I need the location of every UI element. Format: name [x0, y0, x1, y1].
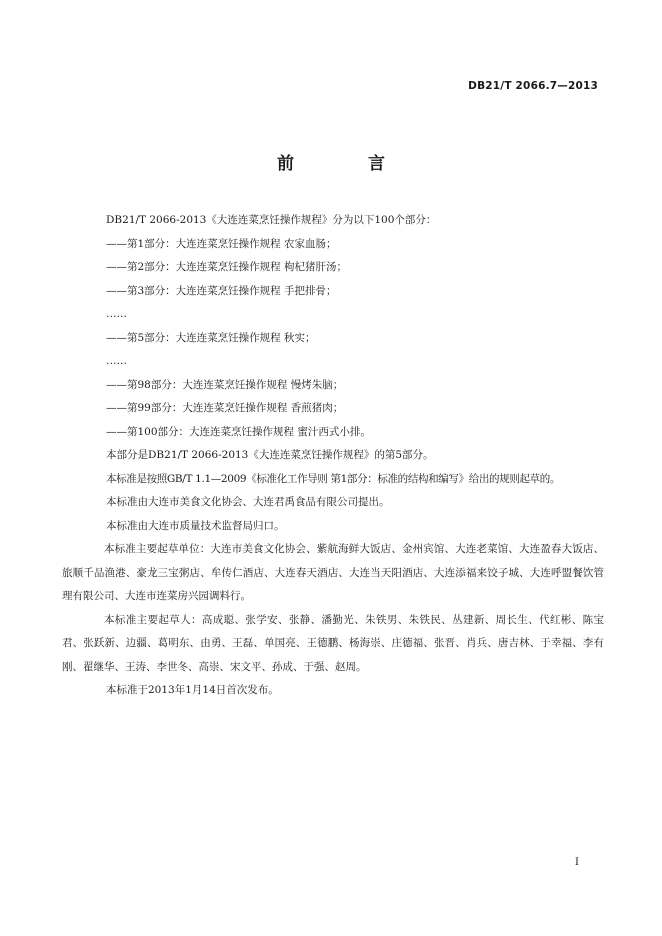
list-item-part-99: ——第99部分：大连连菜烹饪操作规程 香煎猪肉； [106, 402, 344, 414]
paragraph-centralized: 本标准由大连市质量技术监督局归口。 [106, 519, 285, 532]
list-item-part-100: ——第100部分：大连连菜烹饪操作规程 蜜汁西式小排。 [106, 425, 371, 438]
standard-code: DB21/T 2066.7—2013 [468, 80, 598, 92]
page-number: I [575, 857, 579, 868]
ellipsis-1: …… [106, 308, 127, 320]
paragraph-drafters: 本标准主要起草人：高成聪、张学安、张静、潘勤光、朱铁男、朱铁民、丛建新、周长生、代红彬、陈宝君、张跃新、边疆、葛明东、由勇、王磊、单国亮、王德鹏、杨海崇、庄德福、张晋、肖兵、唐吉林、于幸福、李有刚、翟继华、王涛、李世冬、高崇、宋文平、孙成、于强、赵周。 [62, 613, 604, 673]
foreword-body [62, 209, 604, 703]
list-item-part-5: ——第5部分：大连连菜烹饪操作规程 秋实； [106, 331, 316, 344]
list-item-part-3: ——第3部分：大连连菜烹饪操作规程 手把排骨； [106, 284, 337, 297]
ellipsis-2: …… [106, 355, 127, 367]
list-item-part-98: ——第98部分：大连连菜烹饪操作规程 慢烤朱脑； [106, 378, 344, 391]
paragraph-drafting-units: 本标准主要起草单位：大连市美食文化协会、紫航海鲜大饭店、金州宾馆、大连老菜馆、大连盈春大饭店、旅顺千品渔港、豪龙三宝粥店、牟传仁酒店、大连春天酒店、大连当天阳酒店、大连添福来饺子城、大连呼盟餐饮管理有限公司、大连市连菜房兴园调料行。 [62, 543, 604, 602]
paragraph-intro: DB21/T 2066-2013《大连连菜烹饪操作规程》分为以下100个部分： [106, 214, 437, 226]
paragraph-proposer: 本标准由大连市美食文化协会、大连君禹食品有限公司提出。 [106, 496, 390, 508]
paragraph-release: 本标准于2013年1月14日首次发布。 [106, 684, 279, 696]
page-title: 前 言 [277, 154, 419, 174]
list-item-part-2: ——第2部分：大连连菜烹饪操作规程 枸杞猪肝汤； [106, 261, 348, 273]
paragraph-this-part: 本部分是DB21/T 2066-2013《大连连菜烹饪操作规程》的第5部分。 [106, 449, 434, 461]
list-item-part-1: ——第1部分：大连连菜烹饪操作规程 农家血肠； [106, 237, 337, 250]
paragraph-drafting-rules: 本标准是按照GB/T 1.1—2009《标准化工作导则 第1部分：标准的结构和编写》给出的规则起草的。 [106, 472, 561, 485]
